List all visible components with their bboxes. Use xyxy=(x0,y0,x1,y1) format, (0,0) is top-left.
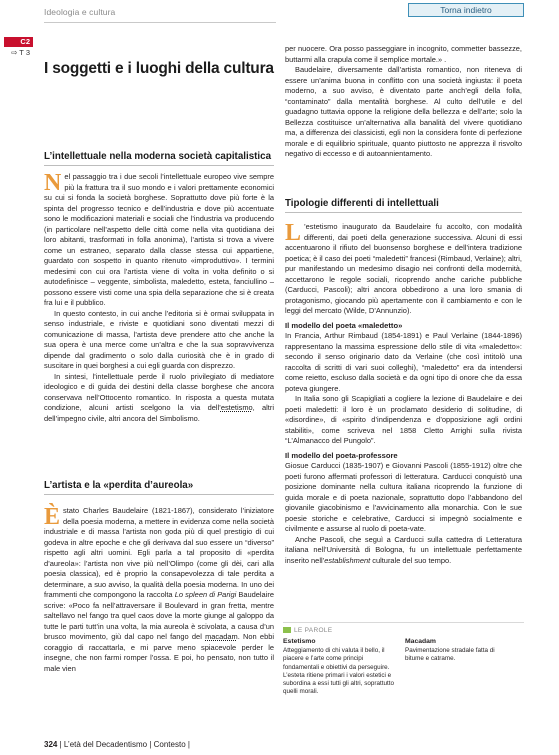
section-title-intellettuale: L’intellettuale nella moderna società capitalistica xyxy=(44,151,272,162)
section-rule xyxy=(285,212,522,213)
header-rule xyxy=(44,22,276,23)
paragraph: per nuocere. Ora posso passeggiare in incognito, commetter bassezze, buttarmi alla crapula come il semplice mortale.» . xyxy=(285,44,522,64)
paragraph: In sintesi, l’intellettuale perde il ruolo privilegiato di mediatore ideologico e di guida dei destini della classe borghese che ancora conservava nell’Ottocento romantico. In risposta a questa mutata condizione, alcuni artisti scelgono la via dell’estetismo, altri dell’impegno civile, altri ancora del Simbolismo. xyxy=(44,371,274,423)
glossary-box xyxy=(283,622,524,732)
right-column-top xyxy=(285,44,522,160)
paragraph: In questo contesto, in cui anche l’editoria si è ormai sviluppata in senso industriale, e riviste e quotidiani sono diventati mezzi di comunicazione di massa, l’artista deve prendere atto che anche la sua opera è una merce come un’altra e che la sua sopravvivenza dipende dal gradimento o solo dalla curiosità che è in grado di suscitare in quei borghesi a cui egli guarda con disprezzo. xyxy=(44,308,274,370)
section-title-aureola: L’artista e la «perdita d’aureola» xyxy=(44,480,194,491)
paragraph: L ’estetismo inaugurato da Baudelaire fu accolto, con modalità differenti, dai poeti della generazione successiva. Alcuni di essi accentuarono il rifiuto del buonsenso borghese e dell’intera tradizione poetica; è il caso dei poeti “maledetti” francesi (Rimbaud, Verlaine); altri, pur manifestando un medesimo disagio nei confronti della modernità, accettarono le regole sociali, ricoprendo anche cariche pubbliche (Carducci, Pascoli); altri ancora obbedirono a una loro smania di protagonismo, giocando più apertamente con il cambiamento e con le leggi del mercato (Wilde, D’Annunzio). xyxy=(285,220,522,315)
glossary-heading: LE PAROLE xyxy=(283,627,332,634)
glossary-entry xyxy=(283,638,395,696)
chapter-code: C2 xyxy=(4,37,33,47)
glossary-link-macadam[interactable]: macadam xyxy=(205,632,238,641)
chapter-tab[interactable] xyxy=(0,37,33,57)
section-body-tipologie xyxy=(285,222,522,566)
footer-context: Contesto xyxy=(153,740,186,749)
section-label: Ideologia e cultura xyxy=(44,7,116,17)
paragraph: Nel passaggio tra i due secoli l’intellettuale europeo vive sempre più la frattura tra il suo mondo e i valori prettamente economici su cui si fonda la società borghese. Soprattutto dove più forte è la spinta del progresso tecnico e dell’industria e dove più accentuate sono le modificazioni materiali e sociali che l’industria va producendo (in particolare nell’aspetto delle città come nella vita quotidiana dei loro abitanti, trasformati in folla anonima), l’artista si trova a vivere come un estraneo, separato dalla classe stessa cui appartiene, guardato con sospetto in quanto ritenuto «improduttivo». I termini medesimi con cui ora l’artista viene di volta in volta definito o si autodefinisce – veggente, simbolista, maledetto, esteta, fanciullino – possono essere visti come una spia della separazione che si è creata fra lui e il pubblico. xyxy=(44,170,274,307)
glossary-link-estetismo[interactable]: estetismo xyxy=(220,403,253,412)
glossary-entry xyxy=(405,638,515,664)
section-body-intellettuale xyxy=(44,172,274,424)
paragraph: Anche Pascoli, che seguì a Carducci sulla cattedra di Letteratura italiana nell’Università di Bologna, fu un intellettuale perfettamente inserito nell’establishment culturale del suo tempo. xyxy=(285,534,522,565)
glossary-definition: Atteggiamento di chi valuta il bello, il piacere e l’arte come principi fondamentali e obiettivi da perseguire. L’esteta ritiene primari i valori estetici e subordina a essi tutti gli altri, soprattutto quelli morali. xyxy=(283,647,394,696)
page-title: I soggetti e i luoghi della cultura xyxy=(44,60,274,77)
back-button[interactable]: Torna indietro xyxy=(408,3,524,17)
glossary-term: Macadam xyxy=(405,638,436,645)
dropcap: L xyxy=(285,220,302,246)
paragraph: In Italia sono gli Scapigliati a cogliere la lezione di Baudelaire e dei poeti maledetti: il loro è un proclamato desiderio di solitudine, di «disordine», di «spirito d’indipendenza e d’opposizione agli ordini stabiliti», come scriveva nel 1858 Cletto Arrighi sulla rivista “L’Almanacco del Pungolo”. xyxy=(285,394,522,445)
glossary-definition: Pavimentazione stradale fatta di bitume e catrame. xyxy=(405,647,495,663)
section-rule xyxy=(44,494,274,495)
chapter-link[interactable]: ⇨ T 3 xyxy=(11,48,30,57)
glossary-marker-icon xyxy=(283,627,291,633)
section-rule xyxy=(44,165,274,166)
page-number: 324 xyxy=(44,740,58,749)
section-title-tipologie: Tipologie differenti di intellettuali xyxy=(285,198,439,209)
glossary-term: Estetismo xyxy=(283,638,316,645)
dropcap: È xyxy=(44,504,61,530)
paragraph: Giosue Carducci (1835-1907) e Giovanni Pascoli (1855-1912) oltre che poeti furono affermati professori di letteratura. Carducci conquistò una posizione dominante nella cultura italiana ricoprendo la funzione di guida morale e di poeta nazionale, soprattutto dopo l’abbandono del giovanile giacobinismo e l’avvicinamento alla monarchia. Con le sue poesie storiche e celebrative, Carducci si impegnò socialmente e civilmente e assurse al ruolo di poeta-vate. xyxy=(285,461,522,533)
footer-book-section: L’età del Decadentismo xyxy=(63,740,148,749)
subheading-professore: Il modello del poeta-professore xyxy=(285,450,398,460)
paragraph: In Francia, Arthur Rimbaud (1854-1891) e Paul Verlaine (1844-1896) rappresentano la massima espressione dello stile di vita «maledetto»: secondo il senso originario dato da Verlaine (che così intitolò una raccolta di scritti di vari suoi colleghi), “maledetto” era da intendersi come reietto, escluso dalla società e da ogni tipo di onore che da essa poteva giungere. xyxy=(285,331,522,393)
paragraph: Èstato Charles Baudelaire (1821-1867), considerato l’iniziatore della poesia moderna, a mettere in evidenza come nella società industriale e di massa l’artista non goda più di quel prestigio di cui godeva in altre epoche e che gli derivava dal suo essere un “diverso” rispetto agli altri uomini. Egli parla a tal proposito di «perdita d’aureola»: l’artista non vive più nell’Olimpo (come gli dèi, cari alla poesia classica), ed è proprio la consapevolezza di tale perdita a determinare, a suo avviso, la qualità della poesia moderna. In uno dei frammenti che compongono la raccolta Lo spleen di Parigi Baudelaire scrive: «Poco fa nell’attraversare il Boulevard in gran fretta, mentre saltellavo nel fango tra quel caos dove la morte giunge al galoppo da tutte le parti tutt’in una volta, la mia aureola è scivolata, a causa d’un brusco movimento, giù dal capo nel fango del macadam. Non ebbi coraggio di raccattarla, e mi parve meno spiacevole perder le insegne, che non farmi romper l’ossa. E poi, ho pensato, non tutto il male vien xyxy=(44,504,274,673)
paragraph: Baudelaire, diversamente dall’artista romantico, non riteneva di essere un’anima buona in conflitto con una società ingiusta: il poeta moderno, a suo avviso, è diventato parte anch’egli della folla, “contaminato” dalla mentalità borghese. Al culto dell’utile e del guadagno tuttavia oppone la religione della bellezza e dell’arte; solo la Bellezza costituisce un’alternativa alla banalità del vivere quotidiano ma, a differenza dei classicisti, egli non la considera fonte di perfezione morale e di equilibrio spirituale, quanto piuttosto ne apprezza il risvolto negativo di eccesso e di autoannientamento. xyxy=(285,65,522,158)
dropcap: N xyxy=(44,170,62,196)
section-body-aureola xyxy=(44,506,274,674)
subheading-maledetto: Il modello del poeta «maledetto» xyxy=(285,320,403,330)
page-footer: 324 | L’età del Decadentismo | Contesto | xyxy=(44,740,190,749)
